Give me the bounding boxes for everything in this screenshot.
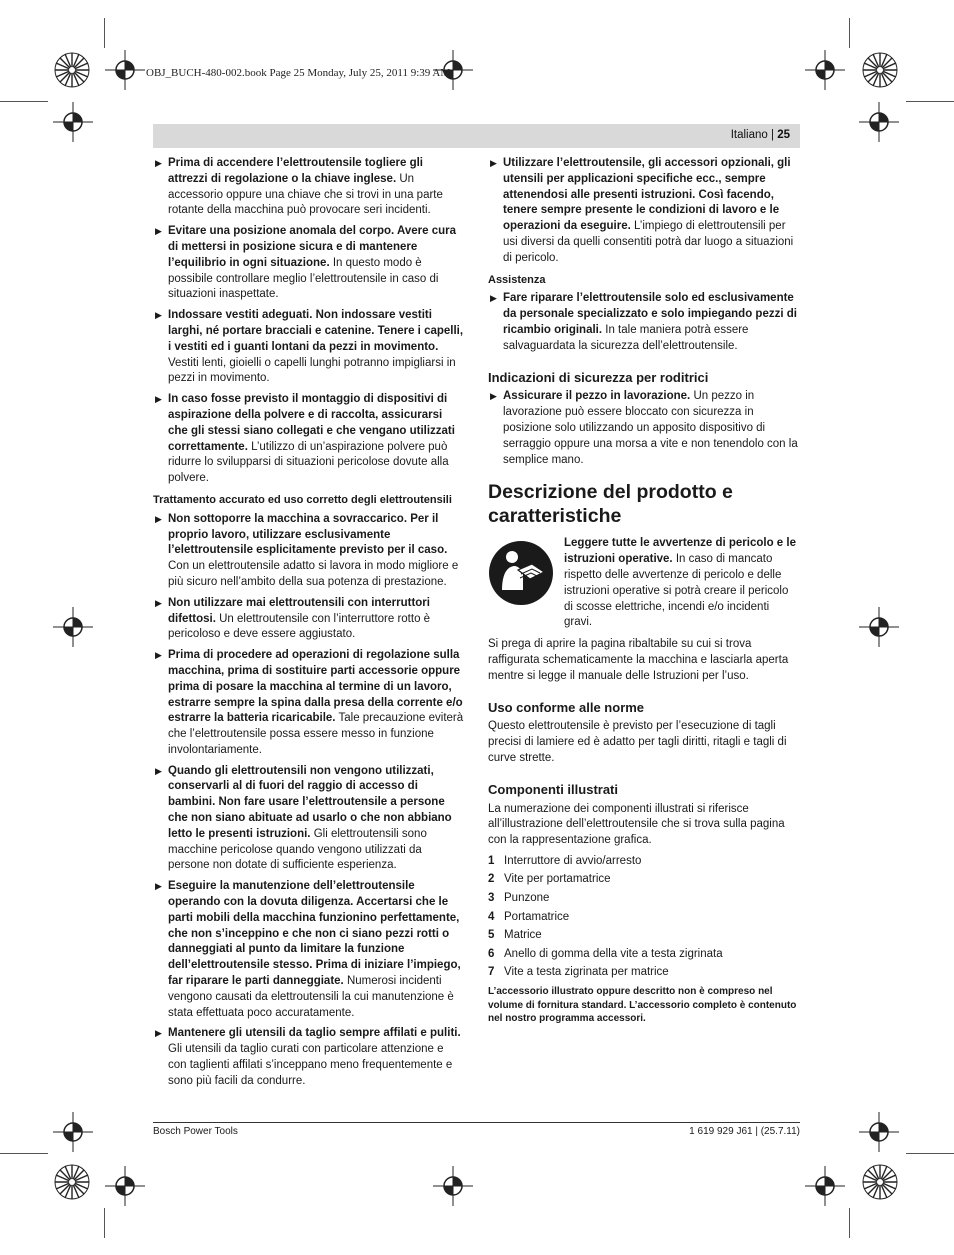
- bullet-bold-text: Mantenere gli utensili da taglio sempre affilati e puliti.: [168, 1027, 461, 1040]
- bullet-bold-text: Non utilizzare mai elettroutensili con interruttori difettosi.: [168, 596, 430, 625]
- bullet-bold-text: In caso fosse previsto il montaggio di dispositivi di aspirazione della polvere e di raccolta, assicurarsi che gli stessi siano collegati e che vengano utilizzati correttamente.: [168, 393, 455, 453]
- safety-bullet: [153, 156, 465, 219]
- components-intro-text: La numerazione dei componenti illustrati si riferisce all’illustrazione dell’elettroutensile che si trova sulla pagina con la rappresentazione grafica.: [488, 802, 785, 847]
- components-heading: Componenti illustrati: [488, 781, 618, 797]
- read-manual-icon: [488, 540, 554, 606]
- fold-out-page-text: Si prega di aprire la pagina ribaltabile su cui si trova raffigurata schematicamente la macchina e lasciarla aperta mentre si legge il manuale delle Istruzioni per l’uso.: [488, 638, 789, 682]
- bullet-body-text: Un pezzo in lavorazione può essere bloccato con sicurezza in posizione solo utilizzando un apposito dispositivo di serraggio oppure una morsa a vite e non tenendolo con la semplice mano.: [503, 390, 798, 466]
- left-column: [153, 156, 465, 1095]
- component-label: Interruttore di avvio/arresto: [504, 854, 642, 867]
- printer-star-mark-icon: [862, 1164, 898, 1200]
- component-item: [488, 854, 800, 870]
- safety-bullet: [153, 308, 465, 387]
- warning-text: [564, 536, 800, 631]
- trim-line: [906, 101, 954, 102]
- header-language: Italiano: [730, 129, 768, 141]
- safety-bullet: [153, 392, 465, 487]
- bullet-arrow-icon: ▶: [155, 597, 162, 608]
- component-label: Punzone: [504, 892, 550, 905]
- bullet-bold-text: Indossare vestiti adeguati. Non indossare vestiti larghi, né portare bracciali e catenine. Tenere i capelli, i vestiti ed i guanti lontani da pezzi in movimento.: [168, 309, 464, 353]
- component-number: 4: [488, 910, 495, 923]
- bullet-arrow-icon: ▶: [490, 293, 497, 304]
- safety-bullet: [488, 389, 800, 468]
- safety-bullet: [153, 512, 465, 591]
- bullet-bold-text: Utilizzare l’elettroutensile, gli accessori opzionali, gli utensili per applicazioni specifiche ecc., sempre attenendosi alle presenti istruzioni. Così facendo, tenere sempre presente le condizioni di lavoro e le operazioni da eseguire.: [503, 157, 791, 233]
- component-item: [488, 872, 800, 888]
- registration-mark-icon: [53, 607, 93, 647]
- bullet-body-text: Vestiti lenti, gioielli o capelli lunghi potranno impigliarsi in pezzi in movimento.: [168, 356, 456, 385]
- intended-use-text: Questo elettroutensile è previsto per l’esecuzione di tagli precisi di lamiere ed è adatto per tagli diritti, ritagli e tagli di curve strette.: [488, 720, 787, 764]
- safety-bullet: [153, 764, 465, 875]
- bullet-bold-text: Quando gli elettroutensili non vengono utilizzati, conservarli al di fuori del raggio di accesso di bambini. Non fare usare l’elettroutensile a persone che non siano abituate ad usarlo o che non abbiano letto le presenti istruzioni.: [168, 764, 452, 840]
- trim-line: [849, 1208, 850, 1238]
- trim-line: [0, 1153, 48, 1154]
- bullet-bold-text: Non sottoporre la macchina a sovraccarico. Per il proprio lavoro, utilizzare esclusivamente l’elettroutensile esplicitamente previsto per il caso.: [168, 512, 448, 557]
- warning-bold-text: Leggere tutte le avvertenze di pericolo e le istruzioni operative.: [564, 537, 796, 566]
- component-item: [488, 891, 800, 907]
- safety-bullet: [153, 596, 465, 643]
- registration-mark-icon: [53, 1112, 93, 1152]
- registration-mark-icon: [805, 1166, 845, 1206]
- assistance-heading: Assistenza: [488, 273, 546, 286]
- header-page-number: 25: [777, 129, 790, 141]
- printer-star-mark-icon: [862, 52, 898, 88]
- bullet-arrow-icon: ▶: [490, 391, 497, 402]
- bullet-body-text: Gli elettroutensili sono macchine pericolose quando vengono utilizzati da persone non dotate di sufficiente esperienza.: [168, 827, 427, 872]
- component-number: 1: [488, 854, 495, 867]
- footer-divider: [153, 1122, 800, 1123]
- bullet-arrow-icon: ▶: [155, 650, 162, 661]
- book-meta-line: OBJ_BUCH-480-002.book Page 25 Monday, July 25, 2011 9:39 AM: [146, 67, 451, 79]
- bullet-body-text: Con un elettroutensile adatto si lavora in modo migliore e più sicuro nell’ambito della sua potenza di prestazione.: [168, 560, 459, 588]
- component-item: [488, 947, 800, 963]
- warning-body-text: In caso di mancato rispetto delle avvertenze di pericolo e delle istruzioni operative si potrà creare il pericolo di scosse elettriche, incendi e/o incidenti gravi.: [564, 553, 789, 629]
- component-label: Matrice: [504, 929, 542, 942]
- registration-mark-icon: [433, 1166, 473, 1206]
- registration-mark-icon: [859, 102, 899, 142]
- bullet-body-text: Numerosi incidenti vengono causati da elettroutensili la cui manutenzione è stata effettuata poco accuratamente.: [168, 975, 454, 1019]
- registration-mark-icon: [105, 50, 145, 90]
- bullet-bold-text: Eseguire la manutenzione dell’elettroutensile operando con la dovuta diligenza. Accertarsi che le parti mobili della macchina funzionino perfettamente, che non s’inceppino e che non ci siano pezzi rotti o danneggiati al punto da limitare la funzione dell’elettroutensile stesso. Prima di iniziare l’impiego, far riparare le parti danneggiate.: [168, 880, 461, 988]
- bullet-bold-text: Fare riparare l’elettroutensile solo ed esclusivamente da personale specializzato e solo impiegando pezzi di ricambio originali.: [503, 292, 797, 336]
- trim-line: [104, 1208, 105, 1238]
- component-number: 5: [488, 929, 495, 942]
- printer-star-mark-icon: [54, 52, 90, 88]
- safety-bullet: [153, 224, 465, 303]
- page-header-bar: [153, 124, 800, 148]
- bullet-bold-text: Evitare una posizione anomala del corpo. Avere cura di mettersi in posizione sicura e di mantenere l’equilibrio in ogni situazione.: [168, 225, 457, 269]
- bullet-body-text: Un elettroutensile con l’interruttore rotto è pericoloso e deve essere aggiustato.: [168, 612, 431, 641]
- bullet-arrow-icon: ▶: [155, 881, 162, 892]
- trim-line: [849, 18, 850, 48]
- bullet-arrow-icon: ▶: [155, 765, 162, 776]
- section-subheading: Trattamento accurato ed uso corretto degli elettroutensili: [153, 493, 452, 506]
- component-label: Vite per portamatrice: [504, 873, 611, 886]
- component-item: [488, 910, 800, 926]
- bullet-body-text: In questo modo è possibile controllare meglio l’elettroutensile in caso di situazioni inaspettate.: [168, 256, 439, 301]
- component-item: [488, 965, 800, 981]
- bullet-arrow-icon: ▶: [155, 310, 162, 321]
- read-instructions-warning: [488, 536, 800, 631]
- trim-line: [0, 101, 48, 102]
- accessory-note: L’accessorio illustrato oppure descritto non è compreso nel volume di fornitura standard. L’accessorio completo è contenuto nel nostro programma accessori.: [488, 986, 797, 1025]
- registration-mark-icon: [105, 1166, 145, 1206]
- trim-line: [906, 1153, 954, 1154]
- bullet-body-text: In tale maniera potrà essere salvaguardata la sicurezza dell’elettroutensile.: [503, 323, 749, 352]
- trim-line: [104, 18, 105, 48]
- safety-bullet: [153, 1026, 465, 1089]
- bullet-bold-text: Prima di procedere ad operazioni di regolazione sulla macchina, prima di sostituire parti accessorie oppure prima di posare la macchina al termine di un lavoro, estrarre sempre la spina dalla presa della corrente e/o estrarre la batteria ricaricabile.: [168, 649, 463, 725]
- component-number: 7: [488, 966, 495, 979]
- safety-bullet: [488, 291, 800, 354]
- bullet-body-text: L’utilizzo di un’aspirazione polvere può ridurre lo svilupparsi di situazioni pericolose dovute alla polvere.: [168, 440, 449, 485]
- bullet-bold-text: Assicurare il pezzo in lavorazione.: [503, 390, 691, 403]
- bullet-body-text: L’impiego di elettroutensili per usi diversi da quelli consentiti potrà dar luogo a situazioni di pericolo.: [503, 220, 794, 264]
- bullet-body-text: Tale precauzione eviterà che l’elettroutensile possa essere messo in funzione involontariamente.: [168, 712, 464, 756]
- bullet-arrow-icon: ▶: [155, 226, 162, 237]
- registration-mark-icon: [859, 607, 899, 647]
- header-separator: |: [767, 129, 778, 141]
- bullet-arrow-icon: ▶: [155, 513, 162, 524]
- footer-brand: Bosch Power Tools: [153, 1126, 238, 1137]
- bullet-arrow-icon: ▶: [155, 394, 162, 405]
- registration-mark-icon: [859, 1112, 899, 1152]
- bullet-arrow-icon: ▶: [155, 158, 162, 168]
- right-column: [488, 156, 800, 1026]
- product-description-heading: Descrizione del prodotto e caratteristiche: [488, 481, 733, 528]
- bullet-body-text: Un accessorio oppure una chiave che si trovi in una parte rotante della macchina può provocare seri incidenti.: [168, 172, 443, 217]
- nibbler-safety-heading: Indicazioni di sicurezza per roditrici: [488, 369, 709, 385]
- bullet-bold-text: Prima di accendere l’elettroutensile togliere gli attrezzi di regolazione o la chiave inglese.: [168, 157, 423, 185]
- page-header-text: [731, 129, 790, 141]
- component-number: 2: [488, 873, 495, 886]
- safety-bullet: [488, 156, 800, 267]
- registration-mark-icon: [53, 102, 93, 142]
- bullet-body-text: Gli utensili da taglio curati con particolare attenzione e con taglienti affilati s’inceppano meno frequentemente e sono più facili da condurre.: [168, 1043, 453, 1087]
- bullet-arrow-icon: ▶: [155, 1028, 162, 1039]
- footer-doc-number: 1 619 929 J61 | (25.7.11): [689, 1126, 800, 1137]
- component-number: 6: [488, 947, 495, 960]
- registration-mark-icon: [805, 50, 845, 90]
- component-label: Portamatrice: [504, 910, 570, 923]
- component-label: Vite a testa zigrinata per matrice: [504, 966, 669, 979]
- safety-bullet: [153, 879, 465, 1021]
- printer-star-mark-icon: [54, 1164, 90, 1200]
- bullet-arrow-icon: ▶: [490, 158, 497, 168]
- component-number: 3: [488, 892, 495, 905]
- safety-bullet: [153, 648, 465, 759]
- component-label: Anello di gomma della vite a testa zigrinata: [504, 947, 723, 960]
- intended-use-heading: Uso conforme alle norme: [488, 699, 645, 715]
- component-item: [488, 928, 800, 944]
